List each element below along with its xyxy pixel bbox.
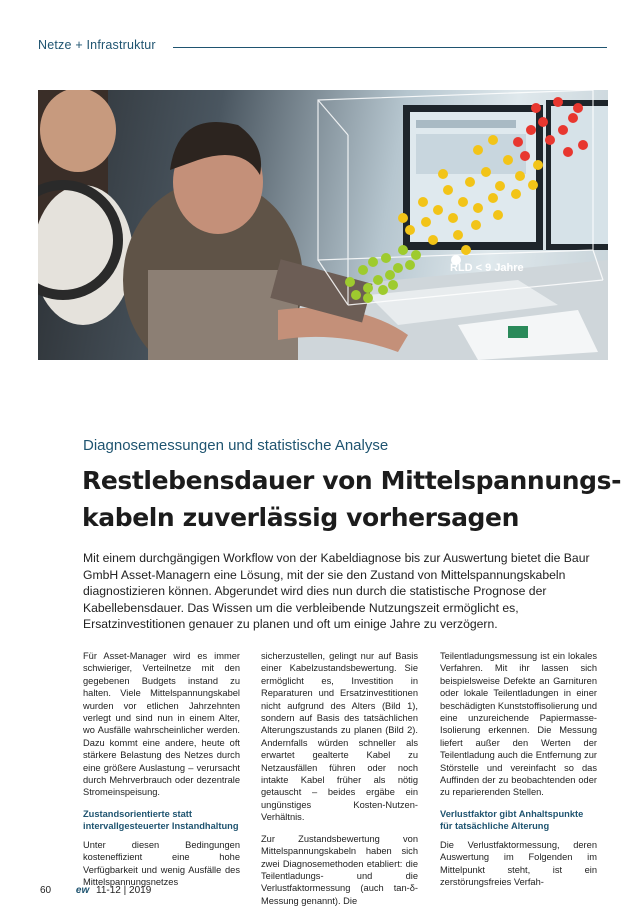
subheading: Verlustfaktor gibt Anhaltspunkte für tatsächliche Alterung <box>440 808 584 832</box>
subheading: Zustandsorientierte statt intervallgesteuerter Instandhaltung <box>83 808 239 832</box>
article-lead: Mit einem durchgängigen Workflow von der Kabeldiagnose bis zur Auswertung bietet die Baur GmbH Asset-Managern eine Lösung, mit der sie den Zustand von Mittelspannungskabeln diagnostizieren können. Abgerundet wird dies nun durch die statistische Prognose der Kabellebensdauer. Das Wissen um die verbleibende Nutzungszeit ermöglicht es, Ersatzinvestitionen genauer zu planen und oft um einige Jahre zu verzögern. <box>83 551 590 631</box>
issue-info: 11-12 | 2019 <box>96 885 152 896</box>
text-column-3 <box>440 650 597 897</box>
headline-line-2: kabeln zuverlässig vorhersagen <box>82 503 519 532</box>
paragraph: Unter diesen Bedingungen kosteneffizient eine hohe Verfügbarkeit und wenig Ausfälle des Mittelspannungsnetzes <box>83 839 240 887</box>
paragraph: sicherzustellen, gelingt nur auf Basis einer Kabelzustandsbewertung. Sie ermöglicht es, Investition in Reparaturen und Ersatzinvestitionen nicht aufgrund des Alters (Bild 1), sondern auf Basis des tatsächlichen Alterungszustands zu planen (Bild 2). Andernfalls würden schneller als erwartet gealterte Kabel zu Netzausfällen führen oder noch intakte Kabel früher als nötig getauscht – beides ergäbe ein ungünstiges Kosten-Nutzen-Verhältnis. <box>261 651 418 823</box>
headline-line-1: Restlebensdauer von Mittelspannungs- <box>82 466 622 495</box>
page-footer <box>40 885 151 896</box>
section-label: Netze + Infrastruktur <box>38 38 156 52</box>
paragraph: Teilentladungsmessung ist ein lokales Verfahren. Mit ihr lassen sich beispielsweise Defekte an Garnituren oder lokale Teilentladungen in einer beschädigten Kunststoffisolierung und eine unzureichende Papiermasse-Isolierung erkennen. Die Messung liefert außer den Werten der Teilentladung auch die Entfernung zur Störstelle und vereinfacht so das Auffinden der zu beobachtenden oder zu reparierenden Stellen. <box>440 651 597 798</box>
hero-illustration <box>38 90 608 360</box>
paragraph: Für Asset-Manager wird es immer schwieriger, Verteilnetze mit den gegebenen Budgets instand zu halten. Viele Mittelspannungskabel wurden vor etlichen Jahrzehnten verlegt und sind nun in einem Alter, wo Ausfälle wahrscheinlicher werden. Dazu kommt eine andere, heute oft stärkere Belastung des Netzes durch eine größere Auslastung – verursacht durch Mehrverbrauch oder dezentrale Stromeinspeisung. <box>83 651 240 798</box>
rld-overlay-label: RLD < 9 Jahre <box>450 262 524 274</box>
paragraph: Die Verlustfaktormessung, deren Auswertung im Folgenden im Mittelpunkt steht, ist ein zerstörungsfreies Verfah- <box>440 839 597 887</box>
magazine-logo: ew <box>75 885 90 896</box>
hero-image <box>38 90 608 360</box>
section-divider <box>173 47 607 48</box>
article-headline <box>82 462 622 536</box>
article-kicker: Diagnosemessungen und statistische Analyse <box>83 437 389 454</box>
paragraph: Zur Zustandsbewertung von Mittelspannungskabeln haben sich zwei Diagnosemethoden etabliert: die Teilentladungs- und die Verlustfaktormessung (auch tan-δ-Messung genannt). Die <box>261 833 418 906</box>
text-column-1 <box>83 650 240 897</box>
page-number: 60 <box>40 885 52 896</box>
text-column-2 <box>261 650 418 912</box>
